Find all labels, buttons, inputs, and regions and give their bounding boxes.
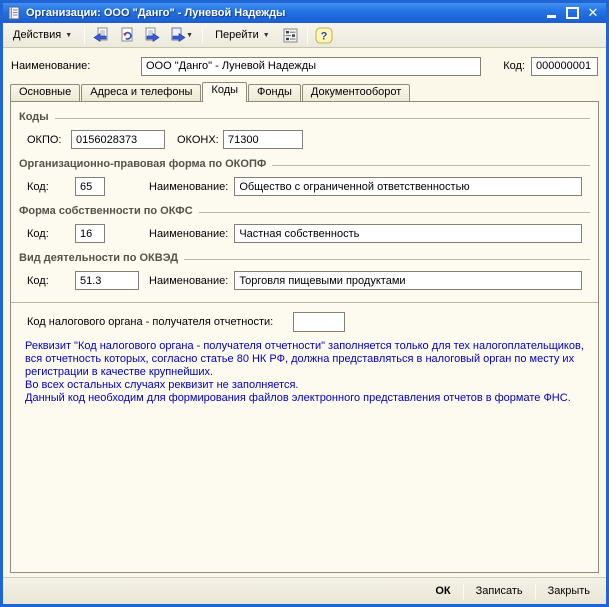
chevron-down-icon: ▼ — [186, 31, 194, 39]
okpo-input[interactable] — [71, 130, 165, 149]
okved-row — [11, 271, 598, 290]
tab-osnovnye[interactable]: Основные — [10, 84, 80, 101]
doc-arrow-left-icon[interactable] — [90, 25, 113, 46]
okfs-row — [11, 224, 598, 243]
okonh-input[interactable] — [223, 130, 303, 149]
tab-adresa-i-telefony[interactable]: Адреса и телефоны — [81, 84, 201, 101]
titlebar — [3, 3, 606, 23]
tab-bar — [3, 82, 606, 101]
save-button[interactable]: Записать — [464, 581, 535, 601]
okved-name-input[interactable] — [234, 271, 582, 290]
okopf-row — [11, 177, 598, 196]
okfs-group-header: Форма собственности по ОКФС — [19, 205, 590, 217]
tax-code-note — [11, 332, 598, 405]
goto-menu-label: Перейти — [215, 29, 259, 41]
close-button[interactable]: Закрыть — [536, 581, 602, 601]
chevron-down-icon: ▼ — [262, 31, 270, 39]
okopf-group-header: Организационно-правовая форма по ОКОПФ — [19, 158, 590, 170]
tab-dokumentooborot[interactable]: Документооборот — [302, 84, 410, 101]
ok-button[interactable]: ОК — [423, 581, 462, 601]
section-separator — [11, 302, 598, 303]
okved-name-label: Наименование: — [149, 274, 229, 287]
note-line: Реквизит "Код налогового органа - получателя отчетности" заполняется только для тех налогоплательщиков, вся отчетность которых, согласно статье 80 НК РФ, должна представляться в налоговый орган по месту их регистрации в качестве крупнейших. — [25, 340, 584, 378]
code-label: Код: — [503, 60, 525, 72]
tab-kody[interactable]: Коды — [202, 82, 247, 101]
tax-code-label: Код налогового органа - получателя отчетности: — [27, 316, 274, 328]
help-icon[interactable] — [313, 25, 336, 46]
okfs-code-label: Код: — [27, 227, 49, 240]
code-input[interactable] — [531, 57, 598, 76]
structure-icon[interactable] — [279, 25, 302, 46]
goto-menu-button[interactable] — [208, 26, 277, 44]
svg-text:?: ? — [320, 30, 328, 42]
reread-icon[interactable] — [115, 25, 138, 46]
name-label: Наименование: — [11, 60, 91, 72]
tab-fondy[interactable]: Фонды — [248, 84, 301, 101]
codes-row — [11, 130, 598, 149]
chevron-down-icon: ▼ — [65, 31, 73, 39]
okopf-code-input[interactable] — [75, 177, 105, 196]
actions-menu-button[interactable] — [6, 26, 79, 44]
note-line: Данный код необходим для формирования файлов электронного представления отчетов в формате ФНС. — [25, 392, 571, 404]
codes-group-header: Коды — [19, 111, 590, 123]
footer-button-bar — [3, 577, 606, 604]
toolbar-separator — [307, 26, 308, 44]
tax-code-input[interactable] — [293, 312, 345, 332]
window-title: Организации: ООО "Данго" - Луневой Надежды — [26, 7, 286, 19]
okved-code-input[interactable] — [75, 271, 139, 290]
tab-content-panel — [10, 101, 599, 573]
okved-group-header: Вид деятельности по ОКВЭД — [19, 252, 590, 264]
okopf-name-input[interactable] — [234, 177, 582, 196]
okonh-label: ОКОНХ: — [177, 133, 219, 146]
toolbar-separator — [202, 26, 203, 44]
window-controls — [544, 6, 602, 20]
name-input[interactable] — [141, 57, 481, 76]
journal-icon — [7, 6, 21, 20]
okopf-name-label: Наименование: — [149, 180, 229, 193]
close-icon[interactable]: ✕ — [587, 5, 599, 20]
tax-code-row — [11, 312, 598, 332]
toolbar — [3, 23, 606, 48]
note-line: Во всех остальных случаях реквизит не заполняется. — [25, 379, 299, 391]
okpo-label: ОКПО: — [27, 133, 62, 146]
doc-arrow-right-icon[interactable] — [140, 25, 163, 46]
actions-menu-label: Действия — [13, 29, 62, 41]
okved-code-label: Код: — [27, 274, 49, 287]
okfs-name-label: Наименование: — [149, 227, 229, 240]
maximize-icon[interactable] — [565, 6, 579, 20]
okfs-code-input[interactable] — [75, 224, 105, 243]
okfs-name-input[interactable] — [234, 224, 582, 243]
doc-arrow-right-menu-icon[interactable] — [165, 25, 197, 46]
minimize-icon[interactable] — [544, 6, 558, 20]
okopf-code-label: Код: — [27, 180, 49, 193]
name-row — [3, 48, 606, 82]
toolbar-separator — [84, 26, 85, 44]
